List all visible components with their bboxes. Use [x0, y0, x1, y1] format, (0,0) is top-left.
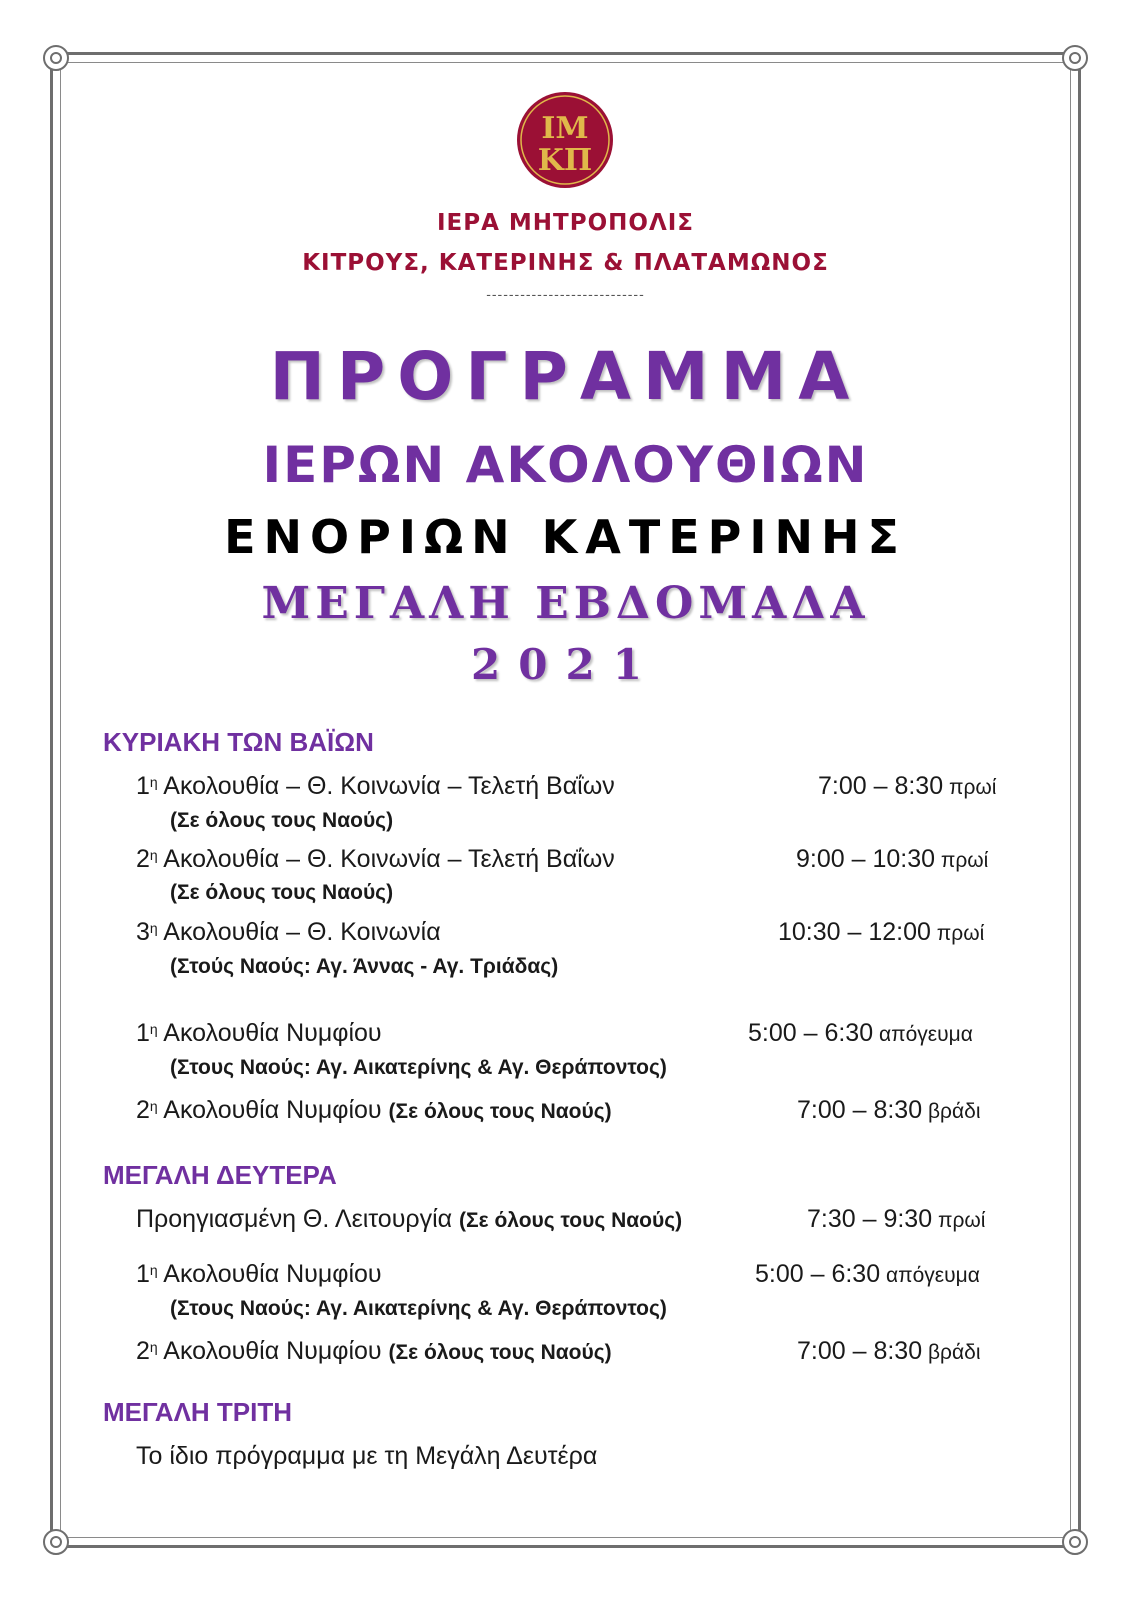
corner-ornament-icon [1062, 1529, 1088, 1555]
service-row: $1^\eta$ Ακολουθία Νυμφίου [136, 1019, 382, 1047]
service-row: $1^\eta$ Ακολουθία – Θ. Κοινωνία – Τελετή Βαΐων [136, 772, 615, 800]
service-row: $2^\eta$ Ακολουθία Νυμφίου (Σε όλους τους Ναούς) [136, 1096, 612, 1124]
service-time: 7:00 – 8:30 βράδι [797, 1096, 981, 1124]
day-heading-holy-tuesday: ΜΕΓΑΛΗ ΤΡΙΤΗ [103, 1397, 293, 1427]
service-row: $2^\eta$ Ακολουθία Νυμφίου (Σε όλους τους Ναούς) [136, 1337, 612, 1365]
org-name-line2: ΚΙΤΡΟΥΣ, ΚΑΤΕΡΙΝΗΣ & ΠΛΑΤΑΜΩΝΟΣ [302, 250, 829, 276]
service-note: (Σε όλους τους Ναούς) [170, 809, 394, 832]
service-note: (Σε όλους τους Ναούς) [170, 881, 394, 904]
service-time: 5:00 – 6:30 απόγευμα [748, 1019, 973, 1047]
header-separator: ---------------------------- [486, 286, 645, 302]
service-row: $3^\eta$ Ακολουθία – Θ. Κοινωνία [136, 918, 441, 946]
service-time: 10:30 – 12:00 πρωί [778, 918, 985, 946]
service-time: 7:30 – 9:30 πρωί [807, 1205, 986, 1233]
svg-text:ΙΜ: ΙΜ [541, 111, 589, 146]
service-note: (Στους Ναούς: Αγ. Αικατερίνης & Αγ. Θεράποντος) [170, 1297, 667, 1320]
corner-ornament-icon [43, 1529, 69, 1555]
service-row: $2^\eta$ Ακολουθία – Θ. Κοινωνία – Τελετή Βαΐων [136, 845, 615, 873]
service-time: 7:00 – 8:30 πρωί [818, 772, 997, 800]
corner-ornament-icon [1062, 45, 1088, 71]
service-note: (Στούς Ναούς: Αγ. Άννας - Αγ. Τριάδας) [170, 955, 559, 978]
day-heading-holy-monday: ΜΕΓΑΛΗ ΔΕΥΤΕΡΑ [103, 1160, 337, 1190]
service-row: Προηγιασμένη Θ. Λειτουργία (Σε όλους τους Ναούς) [136, 1205, 683, 1233]
service-time: 9:00 – 10:30 πρωί [796, 845, 989, 873]
org-name-line1: ΙΕΡΑ ΜΗΤΡΟΠΟΛΙΣ [436, 210, 695, 236]
title-year: 2021 [471, 640, 660, 689]
service-time: 7:00 – 8:30 βράδι [797, 1337, 981, 1365]
service-time: 5:00 – 6:30 απόγευμα [755, 1260, 980, 1288]
service-note: (Στους Ναούς: Αγ. Αικατερίνης & Αγ. Θεράποντος) [170, 1056, 667, 1079]
service-row: $1^\eta$ Ακολουθία Νυμφίου [136, 1260, 382, 1288]
title-services: ΙΕΡΩΝ ΑΚΟΛΟΥΘΙΩΝ [262, 436, 869, 494]
title-parishes: ΕΝΟΡΙΩΝ ΚΑΤΕΡΙΝΗΣ [224, 510, 907, 564]
corner-ornament-icon [43, 45, 69, 71]
day-heading-palm-sunday: ΚΥΡΙΑΚΗ ΤΩΝ ΒΑΪΩΝ [103, 727, 374, 757]
title-program: ΠΡΟΓΡΑΜΜΑ [269, 338, 862, 415]
service-row: Το ίδιο πρόγραμμα με τη Μεγάλη Δευτέρα [136, 1442, 598, 1470]
metropolis-logo [515, 90, 615, 190]
title-holy-week: ΜΕΓΑΛΗ ΕΒΔΟΜΑΔΑ [261, 578, 870, 629]
svg-text:ΚΠ: ΚΠ [537, 143, 593, 178]
